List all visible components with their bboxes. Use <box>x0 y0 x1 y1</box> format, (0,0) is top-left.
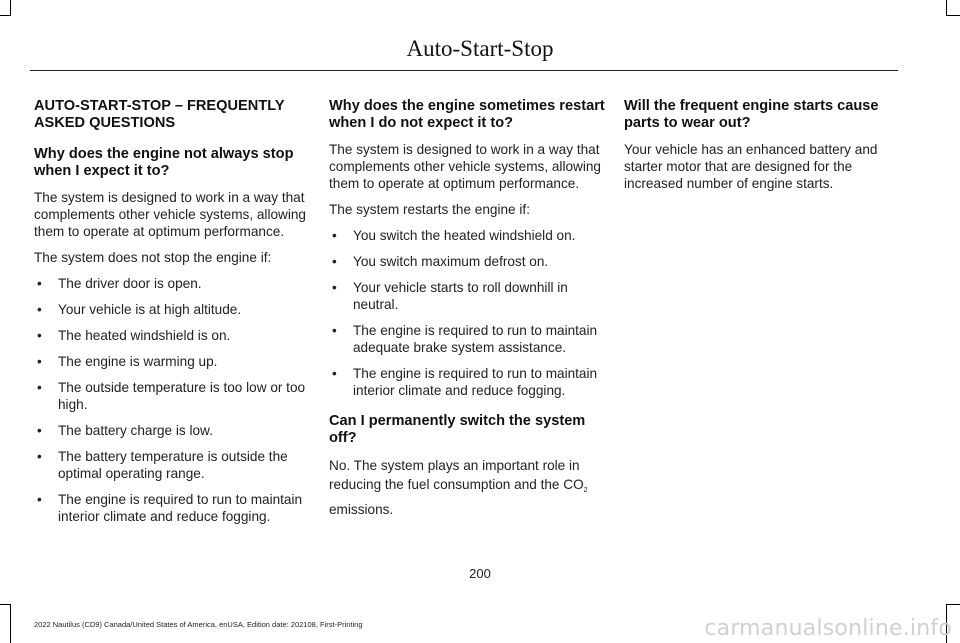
list-item: • The engine is required to run to maintain adequate brake system assistance. <box>332 323 598 355</box>
question-engine-not-stop: Why does the engine not always stop when I expect it to? <box>34 146 294 179</box>
list-item: • The driver door is open. <box>37 276 202 291</box>
list-item: • Your vehicle starts to roll downhill in neutral. <box>332 280 568 312</box>
page-title: Auto-Start-Stop <box>406 36 554 61</box>
column-1 <box>34 98 312 534</box>
bullet-list <box>34 275 312 525</box>
bullet-list <box>329 227 607 399</box>
list-item: • Your vehicle is at high altitude. <box>37 302 242 317</box>
bullet-glyph: • <box>37 492 42 507</box>
list-item: • The engine is required to run to maintain interior climate and reduce fogging. <box>37 492 303 524</box>
paragraph: The system is designed to work in a way that complements other vehicle systems, allowing them to operate at optimum performance. <box>329 142 601 191</box>
bullet-glyph: • <box>332 228 337 243</box>
crop-mark-bottom-right-h <box>946 604 960 605</box>
paragraph: The system restarts the engine if: <box>329 202 530 217</box>
question-switch-off: Can I permanently switch the system off? <box>329 413 586 446</box>
title-divider <box>30 70 898 71</box>
edition-footer: 2022 Nautilus (CD9) Canada/United States of America, enUSA, Edition date: 202108, First-Printing <box>34 620 363 629</box>
paragraph: The system is designed to work in a way that complements other vehicle systems, allowing them to operate at optimum performance. <box>34 190 306 239</box>
bullet-glyph: • <box>37 380 42 395</box>
bullet-glyph: • <box>37 302 42 317</box>
list-item: • The engine is warming up. <box>37 354 218 369</box>
bullet-glyph: • <box>332 254 337 269</box>
section-heading: AUTO-START-STOP – FREQUENTLY ASKED QUESTIONS <box>34 98 285 131</box>
paragraph-co2: No. The system plays an important role in reducing the fuel consumption and the $CO_2$ emissions. <box>329 458 588 517</box>
crop-mark-top-right-v <box>946 0 947 16</box>
list-item: • You switch maximum defrost on. <box>332 254 549 269</box>
question-engine-restart: Why does the engine sometimes restart when I do not expect it to? <box>329 98 605 131</box>
bullet-glyph: • <box>37 354 42 369</box>
crop-mark-bottom-left-v <box>10 604 11 643</box>
crop-mark-top-left-h <box>0 15 11 16</box>
bullet-glyph: • <box>37 449 42 464</box>
list-item: • The outside temperature is too low or too high. <box>37 380 306 412</box>
crop-mark-top-right-h <box>946 15 960 16</box>
bullet-glyph: • <box>332 366 337 381</box>
watermark-text: carmanualsonline.info <box>704 616 952 641</box>
bullet-glyph: • <box>37 423 42 438</box>
column-2 <box>329 98 607 528</box>
paragraph: The system does not stop the engine if: <box>34 250 272 265</box>
bullet-glyph: • <box>332 280 337 295</box>
page-number: 200 <box>469 566 491 581</box>
bullet-glyph: • <box>37 328 42 343</box>
bullet-glyph: • <box>332 323 337 338</box>
bullet-glyph: • <box>37 276 42 291</box>
list-item: • The battery temperature is outside the optimal operating range. <box>37 449 288 481</box>
list-item: • The heated windshield is on. <box>37 328 231 343</box>
list-item: • The engine is required to run to maintain interior climate and reduce fogging. <box>332 366 598 398</box>
list-item: • The battery charge is low. <box>37 423 213 438</box>
subscript: 2 <box>583 487 588 494</box>
list-item: • You switch the heated windshield on. <box>332 228 576 243</box>
crop-mark-bottom-left-h <box>0 604 11 605</box>
paragraph: Your vehicle has an enhanced battery and starter motor that are designed for the increased number of engine starts. <box>624 142 878 191</box>
column-3 <box>624 98 902 201</box>
question-wear-out: Will the frequent engine starts cause parts to wear out? <box>624 98 879 131</box>
crop-mark-top-left-v <box>10 0 11 16</box>
